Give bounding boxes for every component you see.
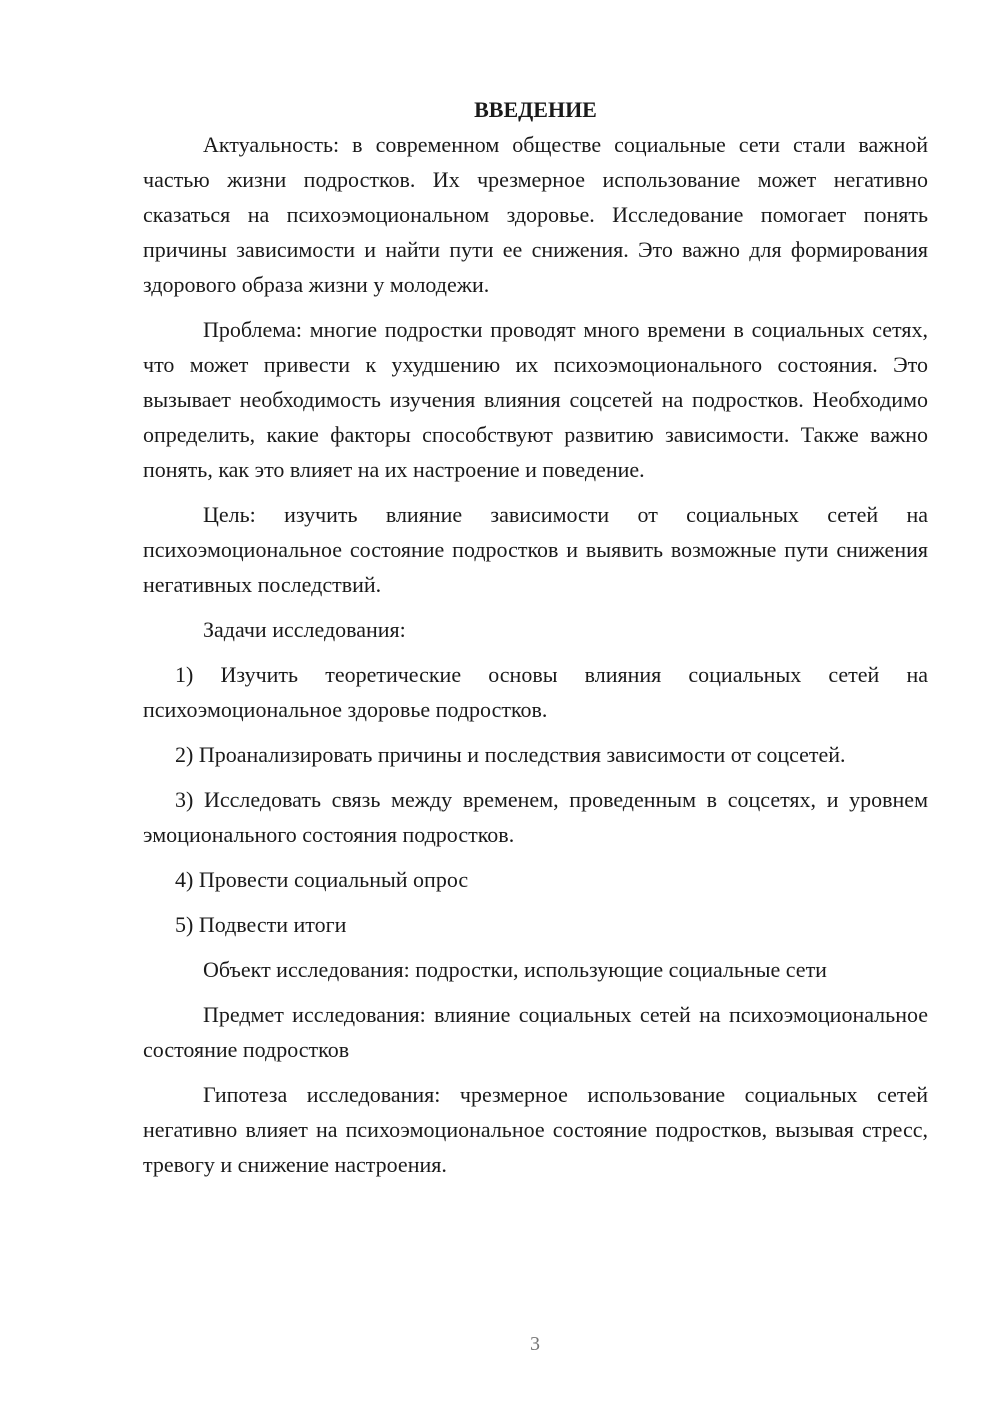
task-item-4: 4) Провести социальный опрос [175,867,469,892]
task-item-3: 3) Исследовать связь между временем, проведенным в соцсетях, и уровнем эмоционального состояния подростков. [143,787,928,847]
problem-paragraph: Проблема: многие подростки проводят много времени в социальных сетях, что может привести к ухудшению их психоэмоционального состояния. Это вызывает необходимость изучения влияния соцсетей на подростков. Необходимо определить, какие факторы способствуют развитию зависимости. Также важно понять, как это влияет на их настроение и поведение. [143,317,928,482]
object-paragraph: Объект исследования: подростки, использующие социальные сети [203,957,827,982]
goal-paragraph: Цель: изучить влияние зависимости от социальных сетей на психоэмоциональное состояние подростков и выявить возможные пути снижения негативных последствий. [143,502,928,597]
hypothesis-paragraph: Гипотеза исследования: чрезмерное использование социальных сетей негативно влияет на психоэмоциональное состояние подростков, вызывая стресс, тревогу и снижение настроения. [143,1082,928,1177]
task-item-5: 5) Подвести итоги [175,912,347,937]
subject-paragraph: Предмет исследования: влияние социальных сетей на психоэмоциональное состояние подростков [143,1002,928,1062]
task-item-2: 2) Проанализировать причины и последствия зависимости от соцсетей. [175,742,846,767]
relevance-paragraph: Актуальность: в современном обществе социальные сети стали важной частью жизни подростков. Их чрезмерное использование может негативно сказаться на психоэмоциональном здоровье. Исследование помогает понять причины зависимости и найти пути ее снижения. Это важно для формирования здорового образа жизни у молодежи. [143,132,928,297]
page-number: 3 [530,1333,540,1355]
tasks-heading: Задачи исследования: [203,617,406,642]
task-item-1: 1) Изучить теоретические основы влияния социальных сетей на психоэмоциональное здоровье подростков. [143,662,928,722]
document-body [143,92,928,1182]
section-title: ВВЕДЕНИЕ [474,97,597,122]
